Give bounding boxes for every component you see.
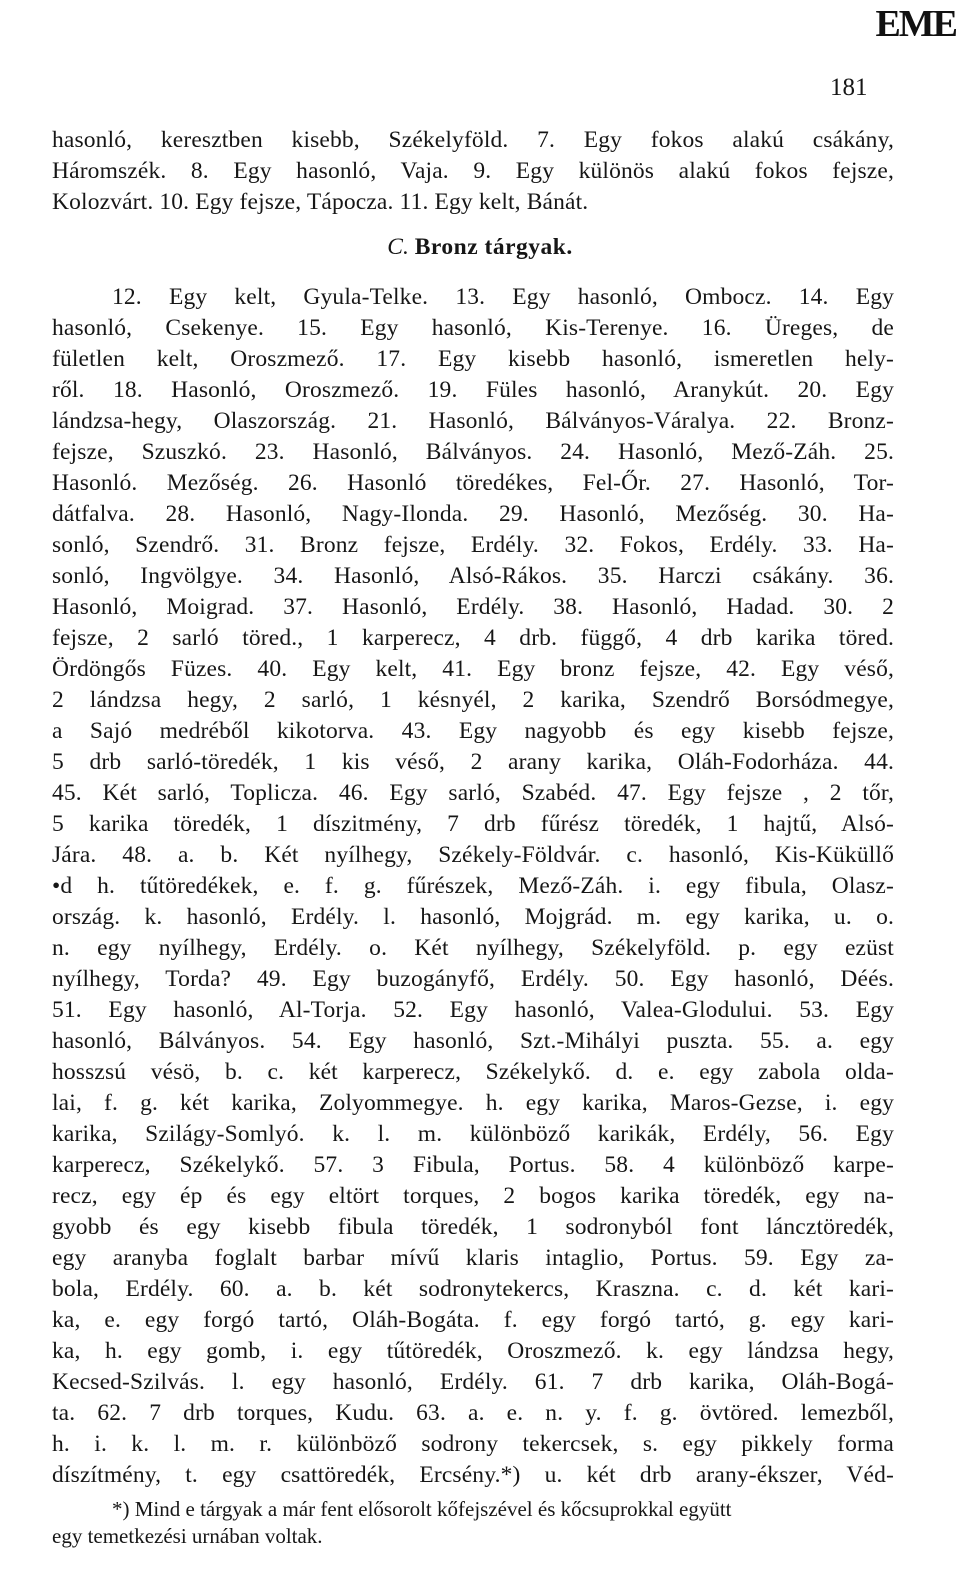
text-line: 12. Egy kelt, Gyula-Telke. 13. Egy hasonló, Ombocz. 14. Egy (112, 284, 894, 310)
text-line: 45. Két sarló, Toplicza. 46. Egy sarló, Szabéd. 47. Egy fejsze , 2 tőr, (52, 780, 894, 806)
text-line: h. i. k. l. m. r. különböző sodrony tekercsek, s. egy pikkely forma (52, 1431, 894, 1457)
text-line: egy aranyba foglalt barbar mívű klaris intaglio, Portus. 59. Egy za- (52, 1245, 894, 1271)
text-line: hasonló, Csekenye. 15. Egy hasonló, Kis-Terenye. 16. Üreges, de (52, 315, 894, 341)
text-line: hasonló, Bálványos. 54. Egy hasonló, Szt.-Mihályi puszta. 55. a. egy (52, 1028, 894, 1054)
text-line: fejsze, 2 sarló töred., 1 karperecz, 4 drb. függő, 4 drb karika töred. (52, 625, 894, 651)
text-line: fületlen kelt, Oroszmező. 17. Egy kisebb hasonló, ismeretlen hely- (52, 346, 894, 372)
text-line: díszítmény, t. egy csattöredék, Ercsény.*) u. két drb arany-ékszer, Véd- (52, 1462, 894, 1488)
text-line: sonló, Ingvölgye. 34. Hasonló, Alsó-Rákos. 35. Harczi csákány. 36. (52, 563, 894, 589)
text-line: sonló, Szendrő. 31. Bronz fejsze, Erdély. 32. Fokos, Erdély. 33. Ha- (52, 532, 894, 558)
text-line: ről. 18. Hasonló, Oroszmező. 19. Füles hasonló, Aranykút. 20. Egy (52, 377, 894, 403)
text-line: karperecz, Székelykő. 57. 3 Fibula, Portus. 58. 4 különböző karpe- (52, 1152, 894, 1178)
text-line: dátfalva. 28. Hasonló, Nagy-Ilonda. 29. Hasonló, Mezőség. 30. Ha- (52, 501, 894, 527)
text-line: 2 lándzsa hegy, 2 sarló, 1 késnyél, 2 karika, Szendrő Borsódmegye, (52, 687, 894, 713)
text-line: lándzsa-hegy, Olaszország. 21. Hasonló, Bálványos-Váralya. 22. Bronz- (52, 408, 894, 434)
text-line: Kolozvárt. 10. Egy fejsze, Tápocza. 11. Egy kelt, Bánát. (52, 189, 589, 215)
footnote-line: egy temetkezési urnában voltak. (52, 1524, 323, 1548)
text-line: ka, h. egy gomb, i. egy tűtöredék, Oroszmező. k. egy lándzsa hegy, (52, 1338, 894, 1364)
text-line: bola, Erdély. 60. a. b. két sodronytekercs, Kraszna. c. d. két kari- (52, 1276, 894, 1302)
text-line: nyílhegy, Torda? 49. Egy buzogányfő, Erdély. 50. Egy hasonló, Déés. (52, 966, 894, 992)
text-line: hosszsú vésö, b. c. két karperecz, Székelykő. d. e. egy zabola olda- (52, 1059, 894, 1085)
text-line: lai, f. g. két karika, Zolyommegye. h. egy karika, Maros-Gezse, i. egy (52, 1090, 894, 1116)
footnote-line: *) Mind e tárgyak a már fent elősorolt kőfejszével és kőcsuprokkal együtt (112, 1497, 732, 1521)
text-line: 5 drb sarló-töredék, 1 kis véső, 2 arany karika, Oláh-Fodorháza. 44. (52, 749, 894, 775)
text-line: Ördöngős Füzes. 40. Egy kelt, 41. Egy bronz fejsze, 42. Egy véső, (52, 656, 894, 682)
section-heading (0, 233, 960, 261)
section-letter: C. (387, 234, 409, 260)
text-line: 5 karika töredék, 1 díszitmény, 7 drb fűrész töredék, 1 hajtű, Alsó- (52, 811, 894, 837)
page-number: 181 (830, 74, 868, 101)
text-line: Kecsed-Szilvás. l. egy hasonló, Erdély. 61. 7 drb karika, Oláh-Bogá- (52, 1369, 894, 1395)
section-title: Bronz tárgyak. (414, 234, 573, 260)
text-line: ka, e. egy forgó tartó, Oláh-Bogáta. f. egy forgó tartó, g. egy kari- (52, 1307, 894, 1333)
text-line: gyobb és egy kisebb fibula töredék, 1 sodronyból font láncztöredék, (52, 1214, 894, 1240)
text-line: ország. k. hasonló, Erdély. l. hasonló, Mojgrád. m. egy karika, u. o. (52, 904, 894, 930)
text-line: Jára. 48. a. b. Két nyílhegy, Székely-Földvár. c. hasonló, Kis-Küküllő (52, 842, 894, 868)
text-line: a Sajó medréből kikotorva. 43. Egy nagyobb és egy kisebb fejsze, (52, 718, 894, 744)
text-line: •d h. tűtöredékek, e. f. g. fűrészek, Mező-Záh. i. egy fibula, Olasz- (52, 873, 894, 899)
text-line: Hasonló. Mezőség. 26. Hasonló töredékes, Fel-Őr. 27. Hasonló, Tor- (52, 470, 894, 496)
text-line: karika, Szilágy-Somlyó. k. l. m. különböző karikák, Erdély, 56. Egy (52, 1121, 894, 1147)
text-line: fejsze, Szuszkó. 23. Hasonló, Bálványos. 24. Hasonló, Mező-Záh. 25. (52, 439, 894, 465)
text-line: hasonló, keresztben kisebb, Székelyföld. 7. Egy fokos alakú csákány, (52, 127, 894, 153)
text-line: 51. Egy hasonló, Al-Torja. 52. Egy hasonló, Valea-Glodului. 53. Egy (52, 997, 894, 1023)
text-line: n. egy nyílhegy, Erdély. o. Két nyílhegy, Székelyföld. p. egy ezüst (52, 935, 894, 961)
text-line: Háromszék. 8. Egy hasonló, Vaja. 9. Egy különös alakú fokos fejsze, (52, 158, 894, 184)
text-line: Hasonló, Moigrad. 37. Hasonló, Erdély. 38. Hasonló, Hadad. 30. 2 (52, 594, 894, 620)
text-line: recz, egy ép és egy eltört torques, 2 bogos karika töredék, egy na- (52, 1183, 894, 1209)
watermark-logo: EME (875, 3, 956, 45)
text-line: ta. 62. 7 drb torques, Kudu. 63. a. e. n. y. f. g. övtöred. lemezből, (52, 1400, 894, 1426)
